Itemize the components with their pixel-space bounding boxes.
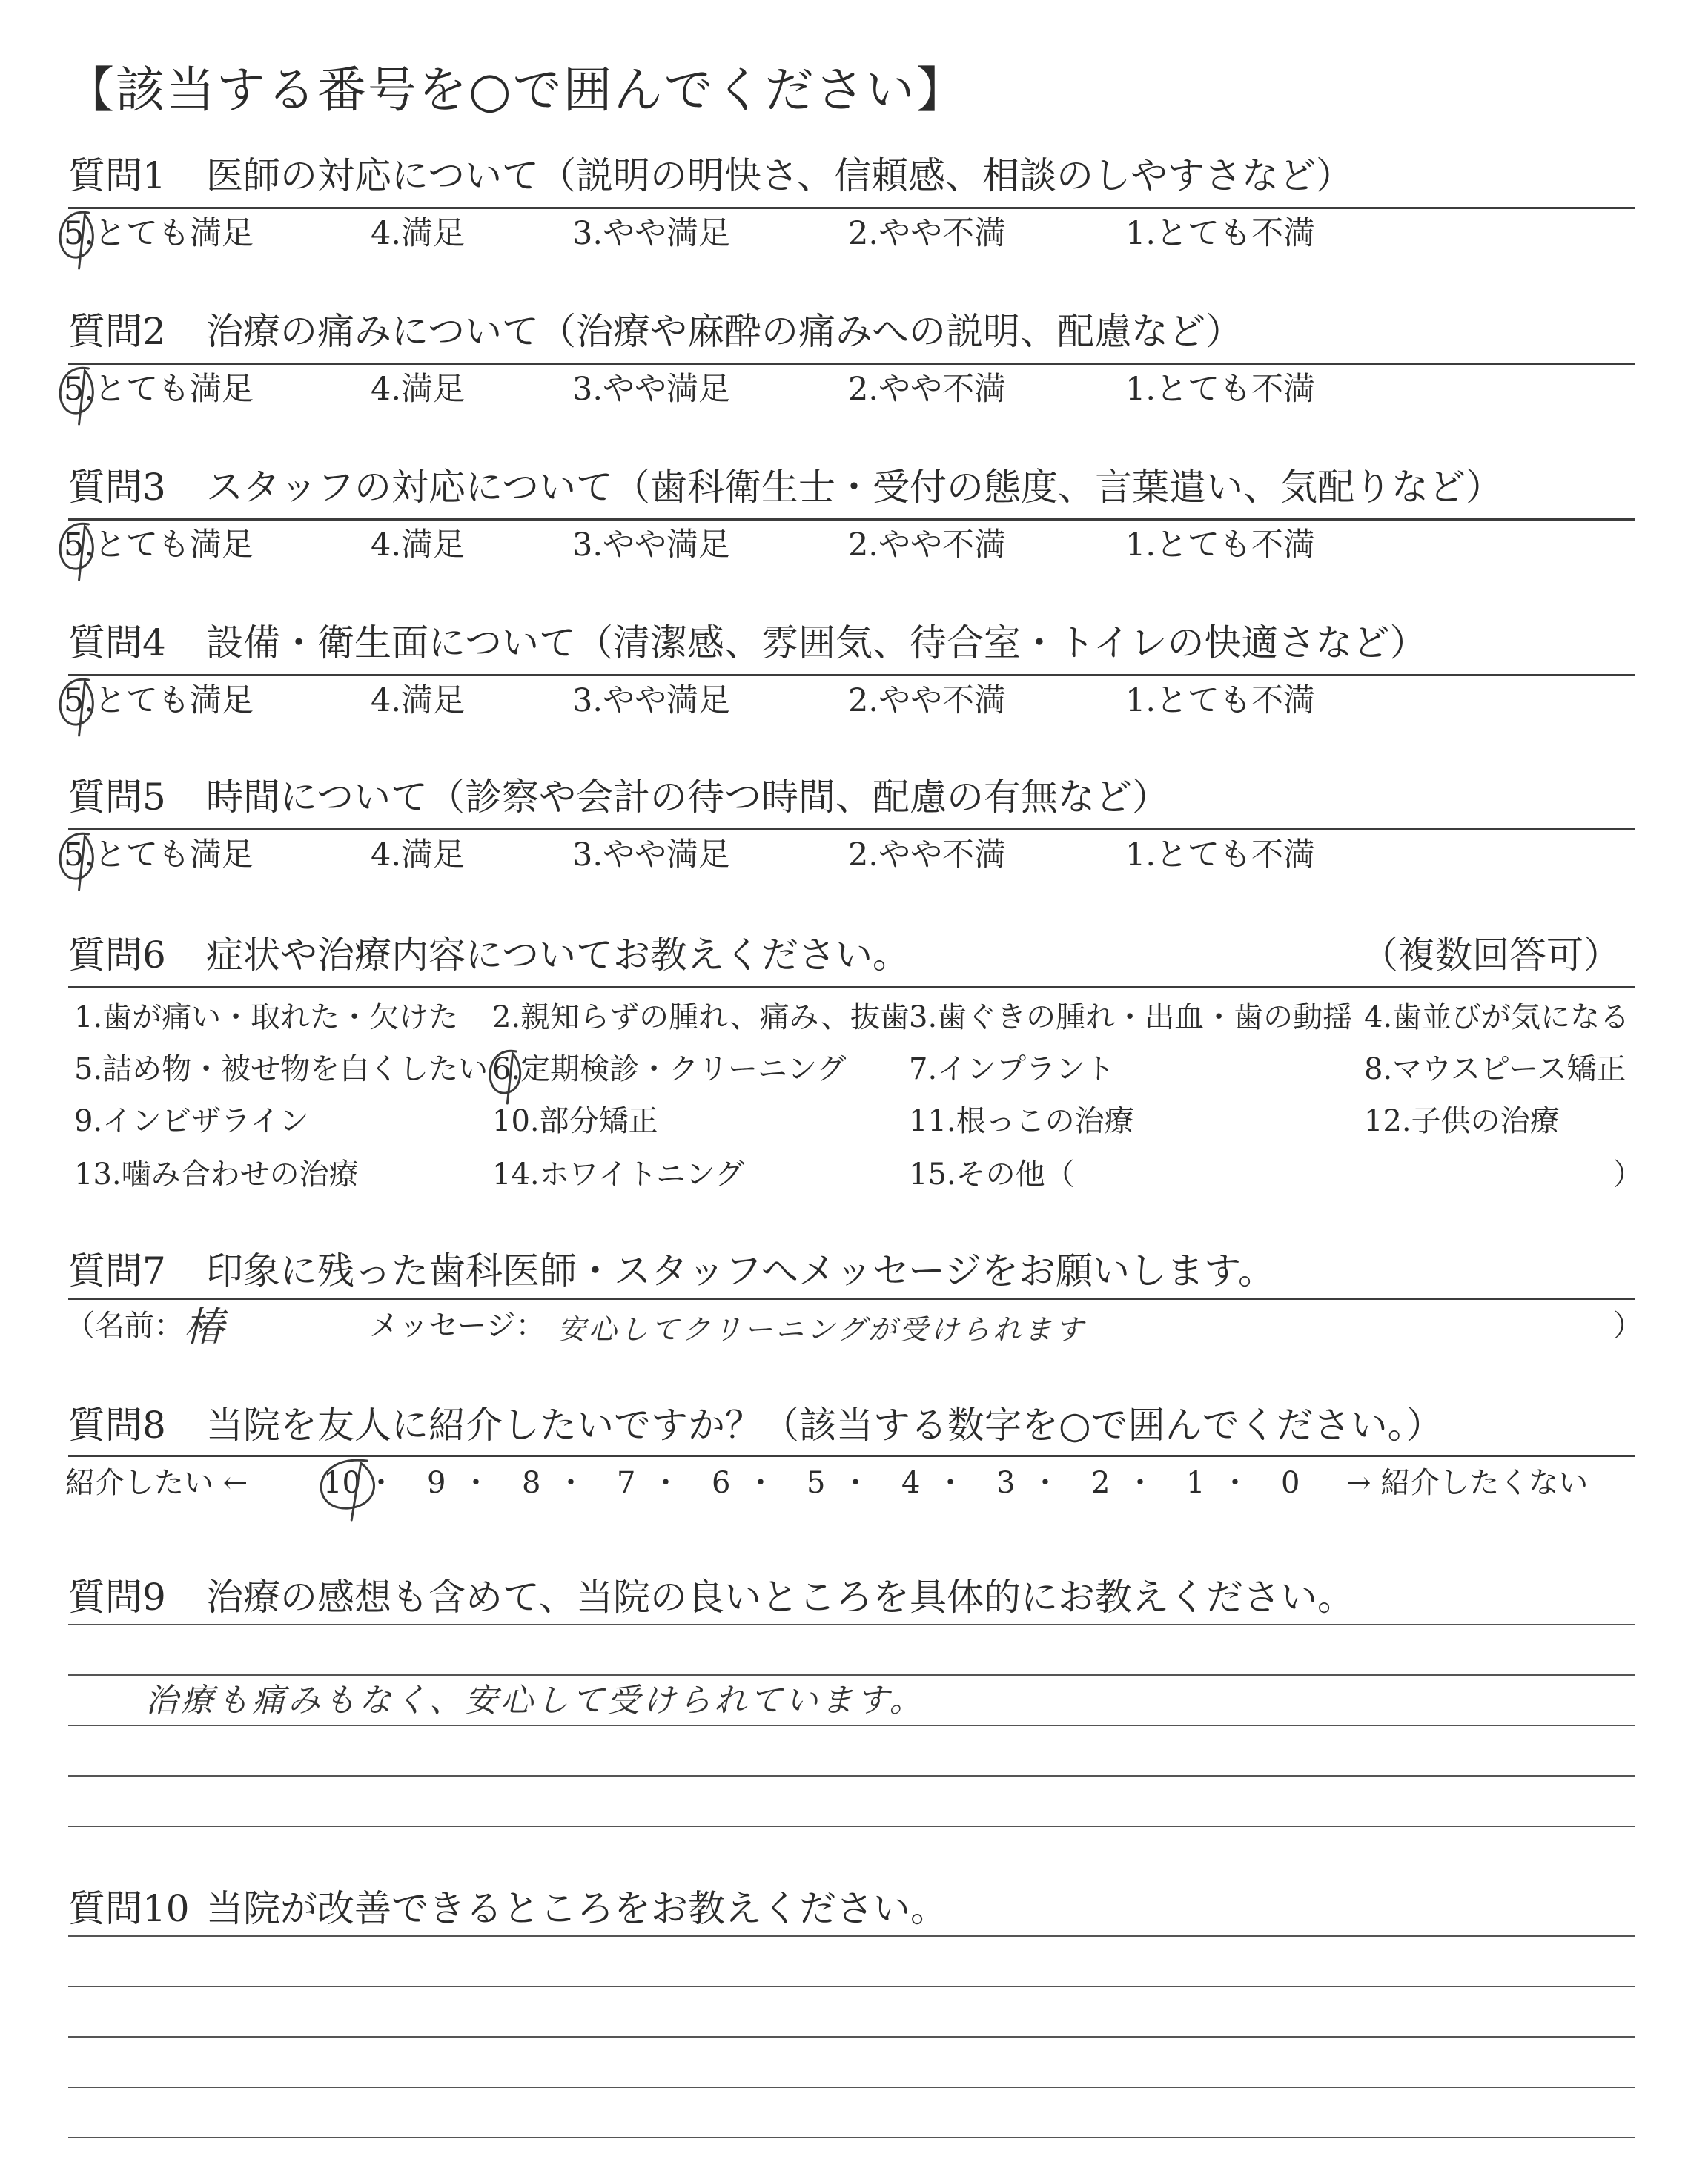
q8-scale-4[interactable]: 4 <box>901 1466 921 1500</box>
q6-option-8[interactable]: 8.マウスピース矯正 <box>1364 1052 1626 1086</box>
q8-scale-separator: ・ <box>1030 1466 1060 1500</box>
q6-option-4[interactable]: 4.歯並びが気になる <box>1364 1000 1630 1034</box>
q9-writing-line <box>68 1725 1635 1726</box>
q4-option-5[interactable]: 5.とても満足 <box>64 682 254 719</box>
q3-rule <box>68 518 1635 521</box>
q8-right-label: → 紹介したくない <box>1346 1466 1589 1500</box>
q10-writing-line <box>68 1986 1635 1987</box>
q9-writing-line <box>68 1826 1635 1827</box>
q2-text: 治療の痛みについて（治療や麻酔の痛みへの説明、配慮など） <box>206 310 1242 353</box>
q9-writing-line <box>68 1674 1635 1676</box>
q4-option-1[interactable]: 1.とても不満 <box>1125 682 1316 719</box>
q1-option-2[interactable]: 2.やや不満 <box>848 215 1007 252</box>
q3-label: 質問3 <box>68 466 166 509</box>
q5-rule <box>68 828 1635 830</box>
q5-label: 質問5 <box>68 776 166 819</box>
q5-text: 時間について（診察や会計の待つ時間、配慮の有無など） <box>206 776 1169 819</box>
q6-option-9[interactable]: 9.インビザライン <box>74 1104 309 1138</box>
q2-option-1[interactable]: 1.とても不満 <box>1125 371 1316 408</box>
q2-option-5[interactable]: 5.とても満足 <box>64 371 254 408</box>
q8-scale-separator: ・ <box>746 1466 775 1500</box>
q10-writing-line <box>68 2137 1635 2138</box>
q8-scale-separator: ・ <box>461 1466 491 1500</box>
q2-rule <box>68 363 1635 365</box>
q6-option-5[interactable]: 5.詰め物・被せ物を白くしたい <box>74 1052 489 1086</box>
q6-option-2[interactable]: 2.親知らずの腫れ、痛み、抜歯 <box>492 1000 910 1034</box>
q5-option-1[interactable]: 1.とても不満 <box>1125 836 1316 873</box>
q1-option-5[interactable]: 5.とても満足 <box>64 215 254 252</box>
q2-option-3[interactable]: 3.やや満足 <box>572 371 731 408</box>
q4-label: 質問4 <box>68 621 166 664</box>
q7-rule <box>68 1298 1635 1300</box>
q8-scale-3[interactable]: 3 <box>996 1466 1016 1500</box>
q8-scale-10[interactable]: 10 <box>323 1466 361 1500</box>
q8-scale-8[interactable]: 8 <box>522 1466 541 1500</box>
q6-option-15[interactable]: 15.その他（ <box>909 1157 1075 1192</box>
q6-label: 質問6 <box>68 934 166 977</box>
q6-option-7[interactable]: 7.インプラント <box>909 1052 1116 1086</box>
q8-scale-separator: ・ <box>841 1466 870 1500</box>
q8-left-label: 紹介したい ← <box>65 1466 248 1500</box>
q1-option-4[interactable]: 4.満足 <box>371 215 466 252</box>
q6-option-11[interactable]: 11.根っこの治療 <box>909 1104 1134 1138</box>
q4-option-3[interactable]: 3.やや満足 <box>572 682 731 719</box>
q5-option-4[interactable]: 4.満足 <box>371 836 466 873</box>
q7-message-label: メッセージ： <box>369 1309 546 1343</box>
q5-option-2[interactable]: 2.やや不満 <box>848 836 1007 873</box>
q10-text: 当院が改善できるところをお教えください。 <box>206 1887 947 1930</box>
q8-rule <box>68 1455 1635 1457</box>
q9-label: 質問9 <box>68 1576 166 1619</box>
q9-writing-line <box>68 1775 1635 1777</box>
q6-option-13[interactable]: 13.噛み合わせの治療 <box>74 1157 359 1192</box>
q2-option-4[interactable]: 4.満足 <box>371 371 466 408</box>
q8-scale-1[interactable]: 1 <box>1186 1466 1205 1500</box>
q8-scale-0[interactable]: 0 <box>1281 1466 1300 1500</box>
q7-label: 質問7 <box>68 1249 166 1292</box>
q6-option-12[interactable]: 12.子供の治療 <box>1364 1104 1560 1138</box>
q4-option-2[interactable]: 2.やや不満 <box>848 682 1007 719</box>
q5-option-5[interactable]: 5.とても満足 <box>64 836 254 873</box>
q8-scale-separator: ・ <box>936 1466 965 1500</box>
q3-text: スタッフの対応について（歯科衛生士・受付の態度、言葉遣い、気配りなど） <box>206 466 1503 509</box>
q8-scale-separator: ・ <box>1220 1466 1250 1500</box>
q9-text: 治療の感想も含めて、当院の良いところを具体的にお教えください。 <box>206 1576 1354 1619</box>
q10-label: 質問10 <box>68 1887 190 1930</box>
q4-rule <box>68 674 1635 676</box>
q6-option-3[interactable]: 3.歯ぐきの腫れ・出血・歯の動揺 <box>909 1000 1353 1034</box>
q6-option-1[interactable]: 1.歯が痛い・取れた・欠けた <box>74 1000 459 1034</box>
q8-scale-5[interactable]: 5 <box>807 1466 826 1500</box>
q6-note: （複数回答可） <box>1361 934 1621 977</box>
q3-option-3[interactable]: 3.やや満足 <box>572 526 731 564</box>
q7-message-value[interactable]: 安心してクリーニングが受けられます <box>557 1313 1087 1346</box>
q4-text: 設備・衛生面について（清潔感、雰囲気、待合室・トイレの快適さなど） <box>206 621 1427 664</box>
q2-option-2[interactable]: 2.やや不満 <box>848 371 1007 408</box>
q8-scale-9[interactable]: 9 <box>427 1466 446 1500</box>
q3-option-2[interactable]: 2.やや不満 <box>848 526 1007 564</box>
q1-option-1[interactable]: 1.とても不満 <box>1125 215 1316 252</box>
q8-scale-6[interactable]: 6 <box>712 1466 731 1500</box>
q5-option-3[interactable]: 3.やや満足 <box>572 836 731 873</box>
q9-answer[interactable]: 治療も痛みもなく、安心して受けられています。 <box>145 1682 925 1720</box>
q8-scale-separator: ・ <box>1125 1466 1155 1500</box>
q1-label: 質問1 <box>68 154 166 197</box>
q3-option-4[interactable]: 4.満足 <box>371 526 466 564</box>
q8-scale-separator: ・ <box>651 1466 681 1500</box>
q1-rule <box>68 207 1635 209</box>
q1-text: 医師の対応について（説明の明快さ、信頼感、相談のしやすさなど） <box>206 154 1353 197</box>
q6-rule <box>68 986 1635 988</box>
q9-writing-line <box>68 1624 1635 1625</box>
q8-text: 当院を友人に紹介したいですか？（該当する数字を○で囲んでください。） <box>206 1404 1443 1447</box>
q7-close-paren: ） <box>1613 1309 1643 1343</box>
q3-option-1[interactable]: 1.とても不満 <box>1125 526 1316 564</box>
q10-writing-line <box>68 2036 1635 2038</box>
q3-option-5[interactable]: 5.とても満足 <box>64 526 254 564</box>
q7-text: 印象に残った歯科医師・スタッフへメッセージをお願いします。 <box>206 1249 1275 1292</box>
q8-scale-2[interactable]: 2 <box>1091 1466 1110 1500</box>
q7-name-label: （名前： <box>65 1309 184 1343</box>
q10-writing-line <box>68 1935 1635 1937</box>
form-title: 【該当する番号を○で囲んでください】 <box>65 62 967 119</box>
q10-writing-line <box>68 2087 1635 2088</box>
q8-scale-7[interactable]: 7 <box>617 1466 636 1500</box>
q6-option-14[interactable]: 14.ホワイトニング <box>492 1157 745 1192</box>
q6-text: 症状や治療内容についてお教えください。 <box>206 934 910 977</box>
q6-option-10[interactable]: 10.部分矯正 <box>492 1104 658 1138</box>
q1-option-3[interactable]: 3.やや満足 <box>572 215 731 252</box>
q2-label: 質問2 <box>68 310 166 353</box>
q8-label: 質問8 <box>68 1404 166 1447</box>
q4-option-4[interactable]: 4.満足 <box>371 682 466 719</box>
q8-scale-separator: ・ <box>366 1466 396 1500</box>
q6-other-close-paren: ） <box>1613 1157 1643 1192</box>
q6-option-6[interactable]: 6.定期検診・クリーニング <box>492 1052 847 1086</box>
q8-scale-separator: ・ <box>556 1466 586 1500</box>
q7-name-value[interactable]: 椿 <box>184 1304 227 1350</box>
